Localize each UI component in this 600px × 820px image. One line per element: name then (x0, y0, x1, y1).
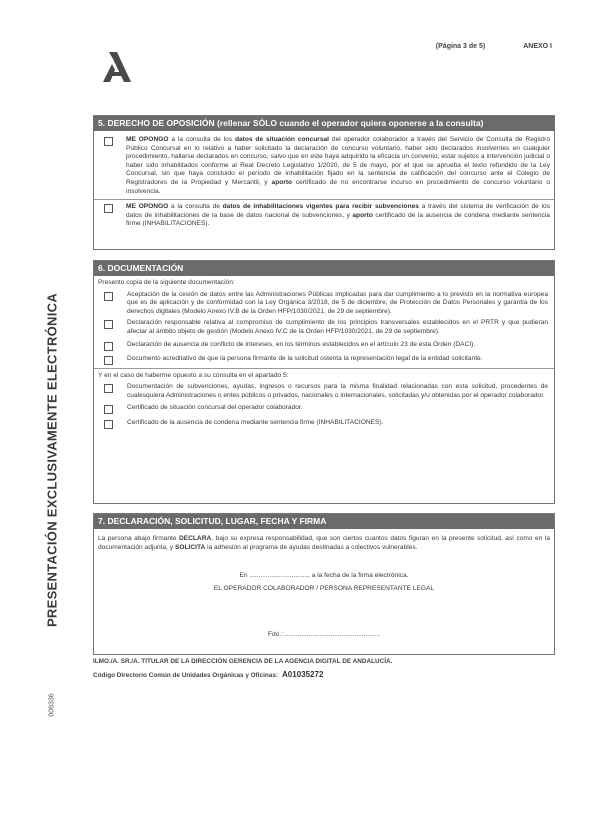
declaration-paragraph: La persona abajo firmante DECLARA, bajo su expresa responsabilidad, que son ciertos cuantos datos figuran en la presente solicitud, así como en la documentación adjunta, y SOLICITA la adhesión al programa de ayudas destinadas a colectivos vulnerables. (98, 535, 550, 551)
section-derecho-oposicion (93, 115, 555, 250)
section-declaracion (93, 513, 555, 655)
junta-andalucia-logo (97, 50, 137, 84)
signature-line[interactable]: Fdo.: .................................................... (267, 631, 381, 639)
signer-role: EL OPERADOR COLABORADOR / PERSONA REPRESENTANTE LEGAL (213, 584, 435, 592)
checkbox-doc-principios-prtr[interactable] (104, 320, 113, 329)
opposition-item-concursal (94, 131, 554, 199)
checkbox-doc-daci[interactable] (104, 342, 113, 351)
place-date-line[interactable]: En ................................, a la fecha de la firma electrónica. (239, 572, 409, 580)
checkbox-doc-representacion[interactable] (104, 356, 113, 365)
checkbox-doc-situacion-concursal[interactable] (104, 405, 113, 414)
form-code: 006336 (48, 693, 56, 717)
doc-item: Declaración responsable relativa al compromiso de cumplimiento de los principios transversales establecidos en el PRTR y que pudieran afectar al ámbito objeto de gestión (Modelo Anexo IV.C de la Orden HFP/1030/2021, de 29 de septiembre). (94, 316, 554, 336)
checkbox-oposicion-inhabilitaciones[interactable] (104, 204, 113, 213)
doc-item: Declaración de ausencia de conflicto de intereses, en los términos establecidos en el artículo 23 de esta Orden (DACI). (94, 337, 554, 351)
doc-item: Aceptación de la cesión de datos entre las Administraciones Públicas implicadas para dar cumplimiento a lo previsto en la normativa europea que es de aplicación y de conformidad con la Ley Orgánica 3/2018, de 5 de diciembre, de Protección de Datos Personales y garantía de los derechos digitales (Modelo Anexo IV.B de la Orden HFP/1030/2021, de 29 de septiembre). (94, 288, 554, 317)
doc-item: Documento acreditativo de que la persona firmante de la solicitud ostenta la representación legal de la entidad solicitante. (94, 351, 554, 368)
documentation-intro: Presento copia de la siguiente documentación: (98, 279, 235, 286)
dir3-code-line (93, 670, 323, 679)
page-number: (Página 3 de 5) (435, 43, 486, 50)
checkbox-doc-subvenciones[interactable] (104, 384, 113, 393)
checkbox-doc-cesion-datos[interactable] (104, 292, 113, 301)
doc-item: Certificado de la ausencia de condena mediante sentencia firme (INHABILITACIONES). (94, 414, 554, 429)
opposition-text: ME OPONGO a la consulta de los datos de situación concursal del operador colaborador a través del Servicio de Consulta de Registro Público Concursal en lo relativo a haber solicitado la declaración de concurso voluntario, haber sido declarados insolventes en cualquier procedimiento, hallarse declarados en concurso, salvo que en este haya adquirido la eficacia un convenio, estar sujetos a intervención judicial o haber sido inhabilitados conforme al Real Decreto Legislativo 1/2020, de 5 de mayo, por el que se aprueba el texto refundido de la Ley Concursal, sin que haya concluido el período de inhabilitación fijado en la sentencia de calificación del concurso ante el Colegio de Registradores de la Propiedad y Mercantil, y aporto certificado de no encontrarse incurso en procedimiento de concurso voluntario o insolvencia. (126, 136, 551, 195)
documentation-intro-opposition: Y en el caso de haberme opuesto a su consulta en el apartado 5: (98, 371, 289, 379)
section-title: 5. DERECHO DE OPOSICIÓN (rellenar SÓLO cuando el operador quiera oponerse a la consulta) (94, 116, 554, 131)
opposition-text: ME OPONGO a la consulta de datos de inhabilitaciones vigentes para recibir subvenciones a través del sistema de verificación de los datos de inhabilitaciones de la base de datos nacional de subvenciones, y aporto certificado de la ausencia de condena mediante sentencia firme (INHABILITACIONES). (126, 203, 550, 228)
dir3-label: Código Directorio Común de Unidades Orgánicas y Oficinas: (93, 672, 279, 679)
section-title: 7. DECLARACIÓN, SOLICITUD, LUGAR, FECHA Y FIRMA (94, 514, 554, 529)
addressee: ILMO./A. SR./A. TITULAR DE LA DIRECCIÓN GERENCIA DE LA AGENCIA DIGITAL DE ANDALUCÍA. (93, 658, 393, 665)
vertical-presentation-text: PRESENTACIÓN EXCLUSIVAMENTE ELECTRÓNICA (44, 292, 60, 628)
section-documentacion (93, 260, 555, 504)
page-header (436, 43, 552, 50)
annex-label: ANEXO I (523, 43, 552, 50)
checkbox-oposicion-concursal[interactable] (104, 137, 113, 146)
dir3-code: A01035272 (282, 670, 324, 679)
doc-item: Documentación de subvenciones, ayudas, ingresos o recursos para la misma finalidad relacionadas con esta solicitud, procedentes de cualesquiera Administraciones o entes públicos o privados, nacionales o internacionales, solicitadas y/u obtenidas por el operador colaborador. (94, 380, 554, 400)
section-title: 6. DOCUMENTACIÓN (94, 261, 554, 276)
doc-item: Certificado de situación concursal del operador colaborador. (94, 400, 554, 414)
checkbox-doc-inhabilitaciones[interactable] (104, 420, 113, 429)
opposition-item-inhabilitaciones (94, 200, 554, 232)
